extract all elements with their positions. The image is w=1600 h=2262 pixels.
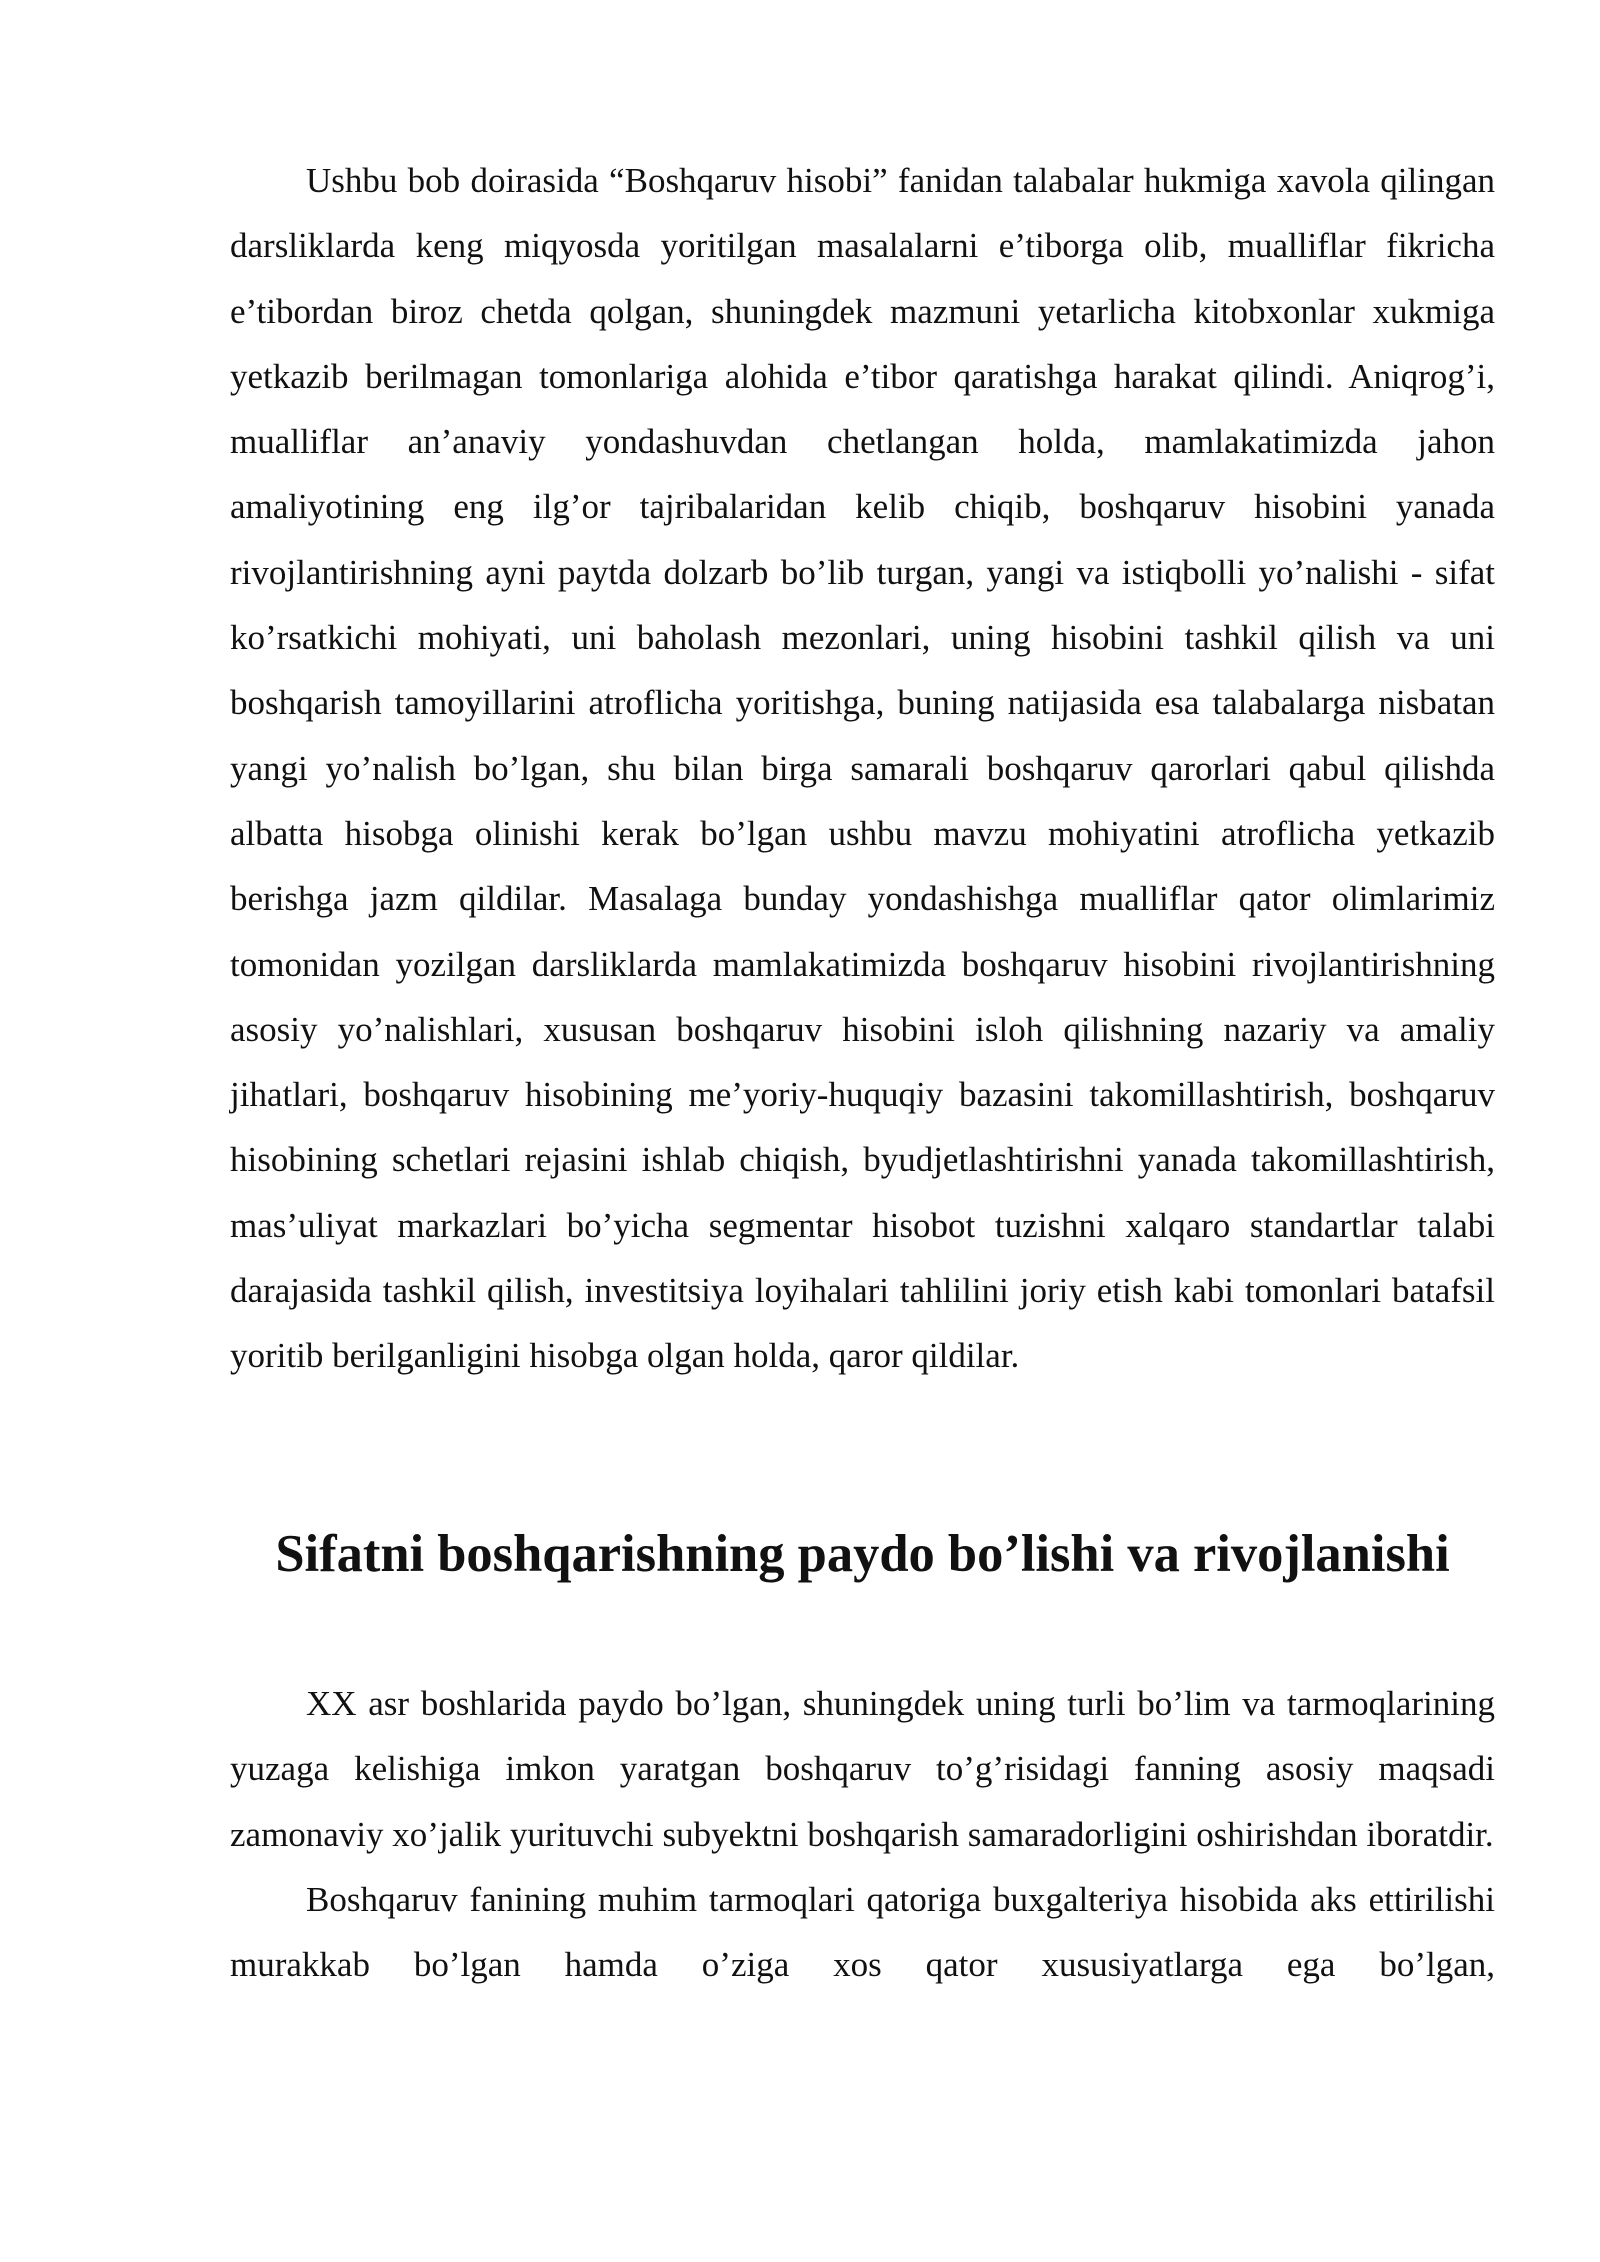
spacer — [230, 1472, 1495, 1522]
body-paragraph: Ushbu bob doirasida “Boshqaruv hisobi” fanidan talabalar hukmiga xavola qilingan darsliklarda keng miqyosda yoritilgan masalalarni e’tiborga olib, mualliflar fikricha e’tibordan biroz chetda qolgan, shuningdek mazmuni yetarlicha kitobxonlar xukmiga yetkazib berilmagan tomonlariga alohida e’tibor qaratishga harakat qilindi. Aniqrog’i, mualliflar an’anaviy yondashuvdan chetlangan holda, mamlakatimizda jahon amaliyotining eng ilg’or tajribalaridan kelib chiqib, boshqaruv hisobini yanada rivojlantirishning ayni paytda dolzarb bo’lib turgan, yangi va istiqbolli yo’nalishi - sifat ko’rsatkichi mohiyati, uni baholash mezonlari, uning hisobini tashkil qilish va uni boshqarish tamoyillarini atroflicha yoritishga, buning natijasida esa talabalarga nisbatan yangi yo’nalish bo’lgan, shu bilan birga samarali boshqaruv qarorlari qabul qilishda albatta hisobga olinishi kerak bo’lgan ushbu mavzu mohiyatini atroflicha yetkazib berishga jazm qildilar. Masalaga bunday yondashishga mualliflar qator olimlarimiz tomonidan yozilgan darsliklarda mamlakatimizda boshqaruv hisobini rivojlantirishning asosiy yo’nalishlari, xususan boshqaruv hisobini isloh qilishning nazariy va amaliy jihatlari, boshqaruv hisobining me’yoriy-huquqiy bazasini takomillashtirish, boshqaruv hisobining schetlari rejasini ishlab chiqish, byudjetlashtirishni yanada takomillashtirish, mas’uliyat markazlari bo’yicha segmentar hisobot tuzishni xalqaro standartlar talabi darajasida tashkil qilish, investitsiya loyihalari tahlilini joriy etish kabi tomonlari batafsil yoritib berilganligini hisobga olgan holda, qaror qildilar. — [230, 161, 1495, 1376]
spacer — [230, 1587, 1495, 1671]
section-heading: Sifatni boshqarishning paydo bo’lishi va rivojlanishi — [275, 1525, 1450, 1583]
body-paragraph: Boshqaruv fanining muhim tarmoqlari qatoriga buxgalteriya hisobida aks ettirilishi murakkab bo’lgan hamda o’ziga xos qator xususiyatlarga ega bo’lgan, — [230, 1879, 1495, 1985]
body-paragraph: XX asr boshlarida paydo bo’lgan, shuningdek uning turli bo’lim va tarmoqlarining yuzaga kelishiga imkon yaratgan boshqaruv to’g’risidagi fanning asosiy maqsadi zamonaviy xo’jalik yurituvchi subyektni boshqarish samaradorligini oshirishdan iboratdir. — [230, 1684, 1495, 1854]
